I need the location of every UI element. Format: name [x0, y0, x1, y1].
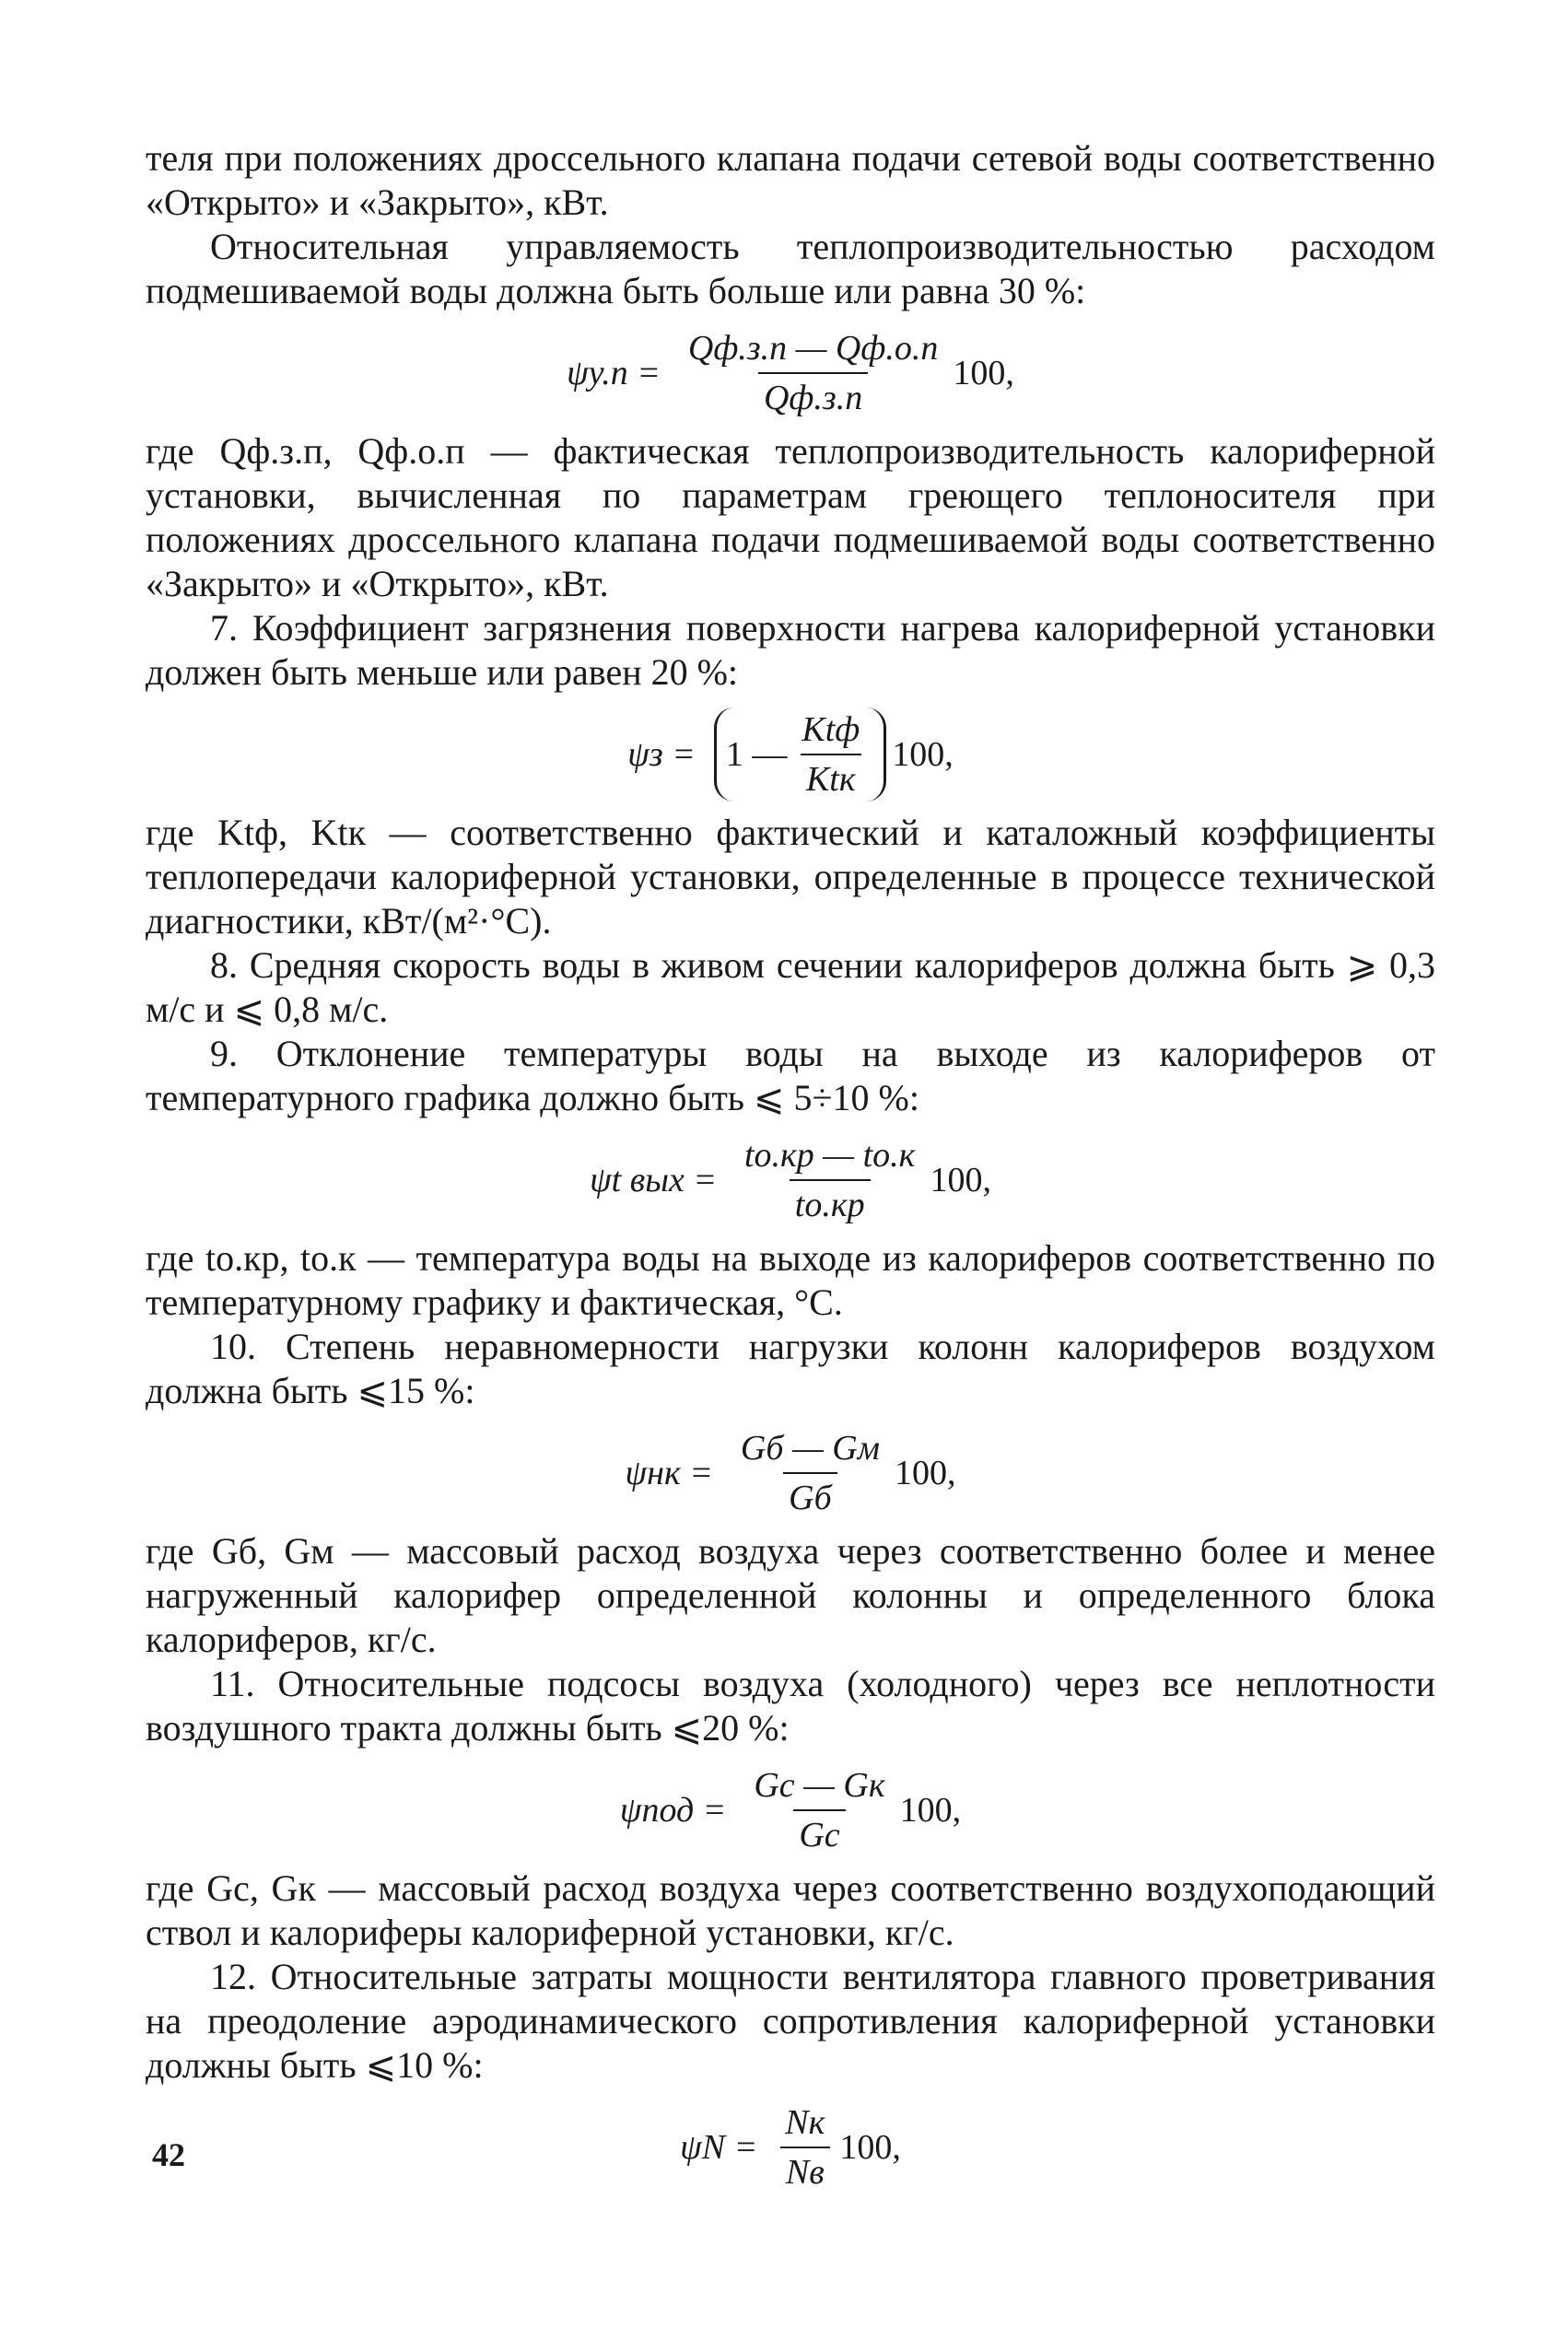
formula-numerator: Ktф: [802, 710, 860, 749]
paragraph-item-11: 11. Относительные подсосы воздуха (холодного) через все неплотности воздушного тракта должны быть ⩽20 %:: [146, 1663, 1435, 1749]
formula-lhs: ψнк =: [625, 1454, 713, 1492]
formula-numerator: Gс — Gк: [754, 1766, 885, 1805]
paragraph-item-7-where: где Ktф, Ktк — соответственно фактический и каталожный коэффициенты теплопередачи калориферной установки, определенные в процессе технической диагностики, кВт/(м²·°С).: [146, 812, 1435, 942]
formula-numerator: tо.кр — tо.к: [743, 1136, 916, 1175]
formula-denominator: Gб: [783, 1472, 837, 1520]
formula-fraction: [739, 1133, 920, 1227]
paragraph-item-8: 8. Средняя скорость воды в живом сечении калориферов должна быть ⩾ 0,3 м/с и ⩽ 0,8 м/с.: [146, 944, 1435, 1030]
formula-multiplier: 100,: [899, 1791, 962, 1830]
paragraph-intro: теля при положениях дроссельного клапана подачи сетевой воды соответственно «Открыто» и «Закрыто», кВт.: [146, 137, 1435, 223]
formula-temperature-deviation: [146, 1133, 1435, 1227]
formula-controllability: [146, 326, 1435, 420]
formula-fraction: [735, 1426, 885, 1520]
formula-multiplier: 100,: [930, 1161, 991, 1199]
page-number: 42: [152, 2136, 185, 2173]
paragraph-item-12: 12. Относительные затраты мощности вентилятора главного проветривания на преодоление аэродинамического сопротивления калориферной установки должны быть ⩽10 %:: [146, 1956, 1435, 2086]
formula-parentheses: [714, 708, 886, 801]
formula-multiplier: 100,: [953, 354, 1014, 392]
formula-denominator: Nв: [780, 2147, 830, 2194]
page-body: [146, 136, 1435, 2204]
paragraph-item-9-where: где tо.кр, tо.к — температура воды на выходе из калориферов соответственно по температурному графику и фактическая, °С.: [146, 1237, 1435, 1323]
formula-lhs: ψпод =: [619, 1791, 727, 1830]
paragraph-controllability-where: где Qф.з.п, Qф.о.п — фактическая теплопроизводительность калориферной установки, вычисленная по параметрам греющего теплоносителя при положениях дроссельного клапана подачи подмешиваемой воды соответственно «Закрыто» и «Открыто», кВт.: [146, 430, 1435, 604]
formula-fraction: [796, 708, 865, 801]
formula-multiplier: 100,: [839, 2128, 901, 2167]
formula-fouling: [146, 708, 1435, 801]
formula-lhs: ψз =: [627, 735, 696, 774]
formula-numerator: Qф.з.п — Qф.о.п: [687, 329, 939, 368]
formula-lhs: ψN =: [680, 2128, 758, 2167]
formula-denominator: tо.кр: [790, 1179, 871, 1227]
paragraph-item-10-where: где Gб, Gм — массовый расход воздуха через соответственно более и менее нагруженный калорифер определенной колонны и определенного блока калориферов, кг/с.: [146, 1530, 1435, 1660]
formula-numerator: Nк: [785, 2103, 825, 2142]
formula-fan-power: [146, 2100, 1435, 2194]
formula-lhs: ψt вых =: [590, 1161, 717, 1199]
formula-fraction: [779, 2100, 830, 2194]
formula-air-leakage: [146, 1763, 1435, 1857]
formula-fraction: [683, 326, 943, 420]
formula-one-minus: 1 —: [725, 735, 788, 774]
formula-load-unevenness: [146, 1426, 1435, 1520]
formula-multiplier: 100,: [894, 1454, 956, 1492]
paragraph-item-9: 9. Отклонение температуры воды на выходе из калориферов от температурного графика должно быть ⩽ 5÷10 %:: [146, 1033, 1435, 1118]
formula-numerator: Gб — Gм: [740, 1429, 880, 1468]
formula-multiplier: 100,: [892, 735, 954, 774]
formula-denominator: Gс: [793, 1809, 845, 1857]
formula-denominator: Ktк: [801, 754, 861, 801]
formula-denominator: Qф.з.п: [758, 372, 868, 420]
paragraph-item-7: 7. Коэффициент загрязнения поверхности нагрева калориферной установки должен быть меньше или равен 20 %:: [146, 607, 1435, 693]
paragraph-item-10: 10. Степень неравномерности нагрузки колонн калориферов воздухом должна быть ⩽15 %:: [146, 1326, 1435, 1411]
formula-lhs: ψу.п =: [567, 354, 661, 392]
paragraph-item-11-where: где Gс, Gк — массовый расход воздуха через соответственно воздухоподающий ствол и калориферы калориферной установки, кг/с.: [146, 1867, 1435, 1953]
formula-fraction: [748, 1763, 890, 1857]
paragraph-controllability: Относительная управляемость теплопроизводительностью расходом подмешиваемой воды должна быть больше или равна 30 %:: [146, 226, 1435, 311]
